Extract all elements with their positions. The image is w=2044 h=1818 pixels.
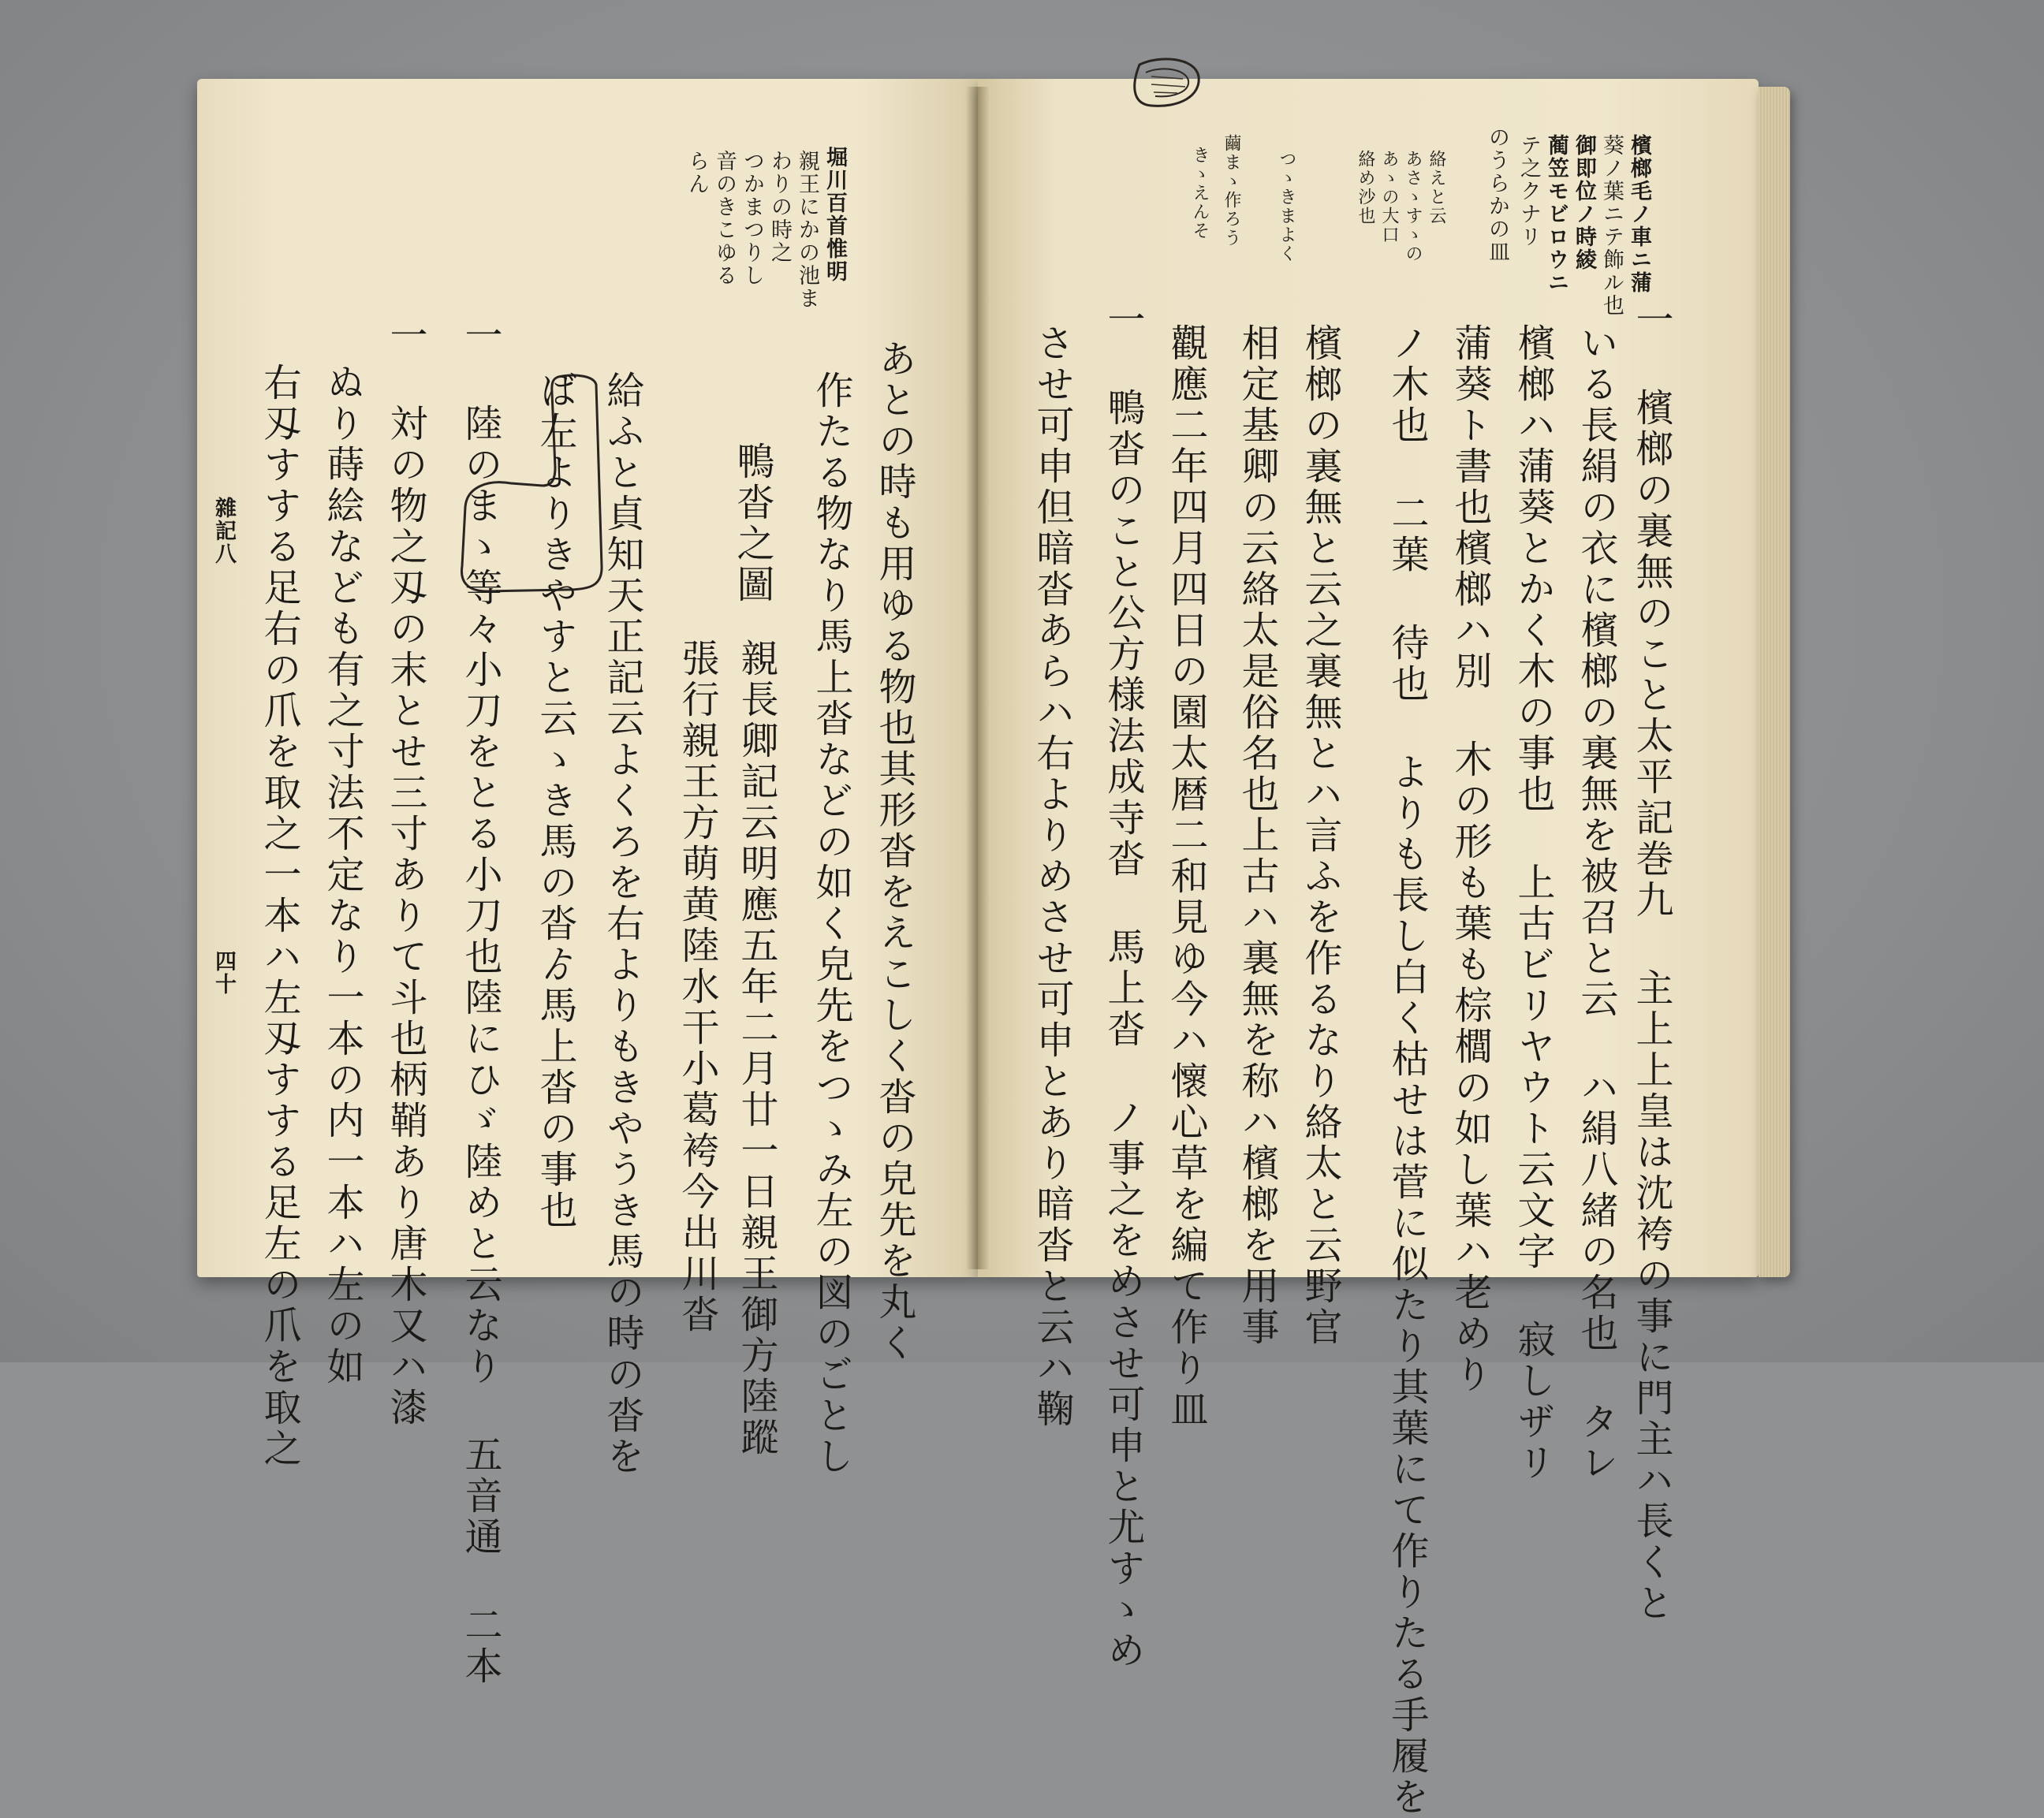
right-text-column: 相定基卿の云絡太是俗名也上古ハ裏無を称ハ檳榔を用事	[1235, 323, 1279, 1348]
right-text-column: 一 鴨沓のこと公方様法成寺沓 馬上沓 ノ事之をめさせ可申と尤すゝめ	[1101, 300, 1145, 1671]
right-text-column: 檳榔の裏無と云之裏無とハ言ふを作るなり絡太と云野官	[1298, 323, 1342, 1348]
right-text-column: 一 檳榔の裏無のこと太平記巻九 主上上皇は沈袴の事に門主ハ長くと	[1629, 300, 1673, 1624]
left-page	[197, 79, 978, 1277]
left-annotation-line: 親王にかの池ま	[795, 150, 819, 310]
right-annotation-line: テ之クナリ	[1516, 134, 1541, 248]
left-text-column: 給ふと貞知天正記云よくろを右よりもきやうき馬の時の沓を	[600, 371, 644, 1477]
right-annotation-line: あさゝすゝの	[1403, 150, 1423, 263]
right-annotation-line: 絡えと云	[1427, 150, 1446, 225]
right-text-column: 蒲葵ト書也檳榔ハ別 木の形も葉も棕櫚の如し葉ハ老めり	[1448, 323, 1492, 1395]
left-annotation-line: つかまつりし	[740, 150, 764, 287]
right-text-column: ノ木也 二葉 待也 よりも長し白く枯せは菅に似たり其葉にて作りたる手履を	[1385, 323, 1429, 1818]
right-annotation-line: つゝきまよく	[1277, 150, 1296, 263]
left-text-column: 作たる物なり馬上沓などの如く皃先をつゝみ左の図のごとし	[809, 371, 853, 1477]
right-text-column: させ可申但暗沓あらハ右よりめさせ可申とあり暗沓と云ハ鞠	[1030, 323, 1074, 1430]
left-text-column: 一 陸のまゝ等々小刀をとる小刀也陸にひゞ陸めと云なり 五音通 二本	[458, 315, 502, 1687]
left-annotation-line: 堀川百首惟明	[822, 146, 847, 283]
left-text-column: 一 対の物之刄の末とせ三寸ありて斗也柄鞘あり唐木又ハ漆	[383, 315, 427, 1429]
left-annotation-line: 音のきこゆる	[712, 150, 737, 287]
page-number: 四十	[211, 950, 236, 996]
left-annotation-line: らん	[684, 150, 709, 196]
book-section-title: 雜記八	[211, 497, 236, 565]
right-annotation-line: 絡め沙也	[1356, 150, 1375, 225]
right-annotation-line: 蔺笠モビロウニ	[1544, 134, 1568, 294]
right-annotation-line: 葵ノ葉ニテ飾ル也	[1599, 134, 1624, 317]
left-text-column: 親長卿記云明應五年二月廿一日親王御方陸蹤	[734, 639, 778, 1458]
betel-leaf-sandal-illustration	[1084, 49, 1203, 128]
left-text-column: ば左よりきやすと云ゝき馬の沓ゟ馬上沓の事也	[533, 371, 577, 1231]
left-text-column: 張行親王方萌黄陸水干小葛袴今出川沓	[675, 639, 719, 1336]
left-text-column: ぬり蒔絵なども有之寸法不定なり一本の内一本ハ左の如	[320, 363, 364, 1388]
right-annotation-line: 檳榔毛ノ車ニ蒲	[1627, 134, 1651, 294]
book-spine	[966, 87, 990, 1269]
page-edges	[1759, 87, 1790, 1277]
right-annotation-line: きゝえんそ	[1190, 146, 1210, 240]
shoe-figure-caption: 鴨沓之圖	[730, 441, 774, 605]
right-annotation-line: 繭まゝ作ろう	[1222, 134, 1241, 248]
right-annotation-line: 御即位ノ時綾	[1572, 134, 1596, 271]
left-text-column: あとの時も用ゆる物也其形沓をえこしく沓の皃先を丸く	[872, 339, 916, 1364]
right-text-column: 檳榔ハ蒲葵とかく木の事也 上古ビリヤウト云文字 寂しザリ	[1511, 323, 1555, 1484]
left-text-column: 右刄すする足右の爪を取之一本ハ左刄すする足左の爪を取之	[257, 363, 301, 1470]
right-annotation-line: のうらかの皿	[1485, 126, 1509, 263]
right-text-column: いる長絹の衣に檳榔の裏無を被召と云 ハ絹八緒の名也 タレ	[1574, 323, 1618, 1484]
right-text-column: 觀應二年四月四日の園太暦二和見ゆ今ハ懷心草を編て作り皿	[1164, 323, 1208, 1430]
right-annotation-line: あゝの大口	[1379, 150, 1399, 244]
left-annotation-line: わりの時之	[767, 150, 792, 264]
